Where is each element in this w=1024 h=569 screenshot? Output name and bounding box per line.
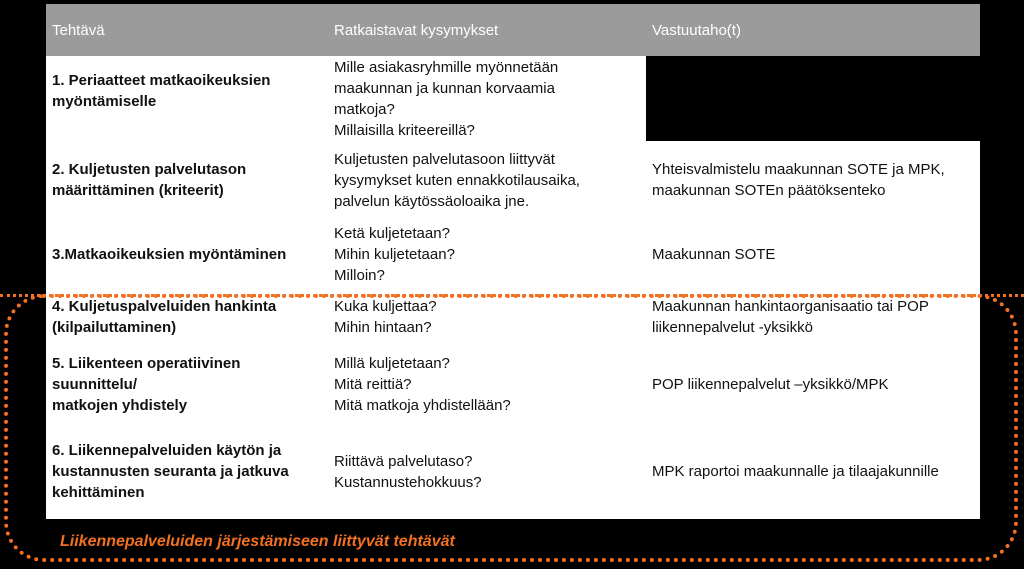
table-row xyxy=(46,219,980,289)
task-cell: 4. Kuljetuspalveluiden hankinta (kilpailuttaminen) xyxy=(46,289,328,344)
questions-cell: Ketä kuljetetaan? Mihin kuljetetaan? Milloin? xyxy=(328,219,646,289)
table-row xyxy=(46,424,980,519)
task-cell: 5. Liikenteen operatiivinen suunnittelu/ matkojen yhdistely xyxy=(46,344,328,424)
task-cell: 3.Matkaoikeuksien myöntäminen xyxy=(46,219,328,289)
table-row xyxy=(46,56,980,141)
table-header xyxy=(46,4,980,56)
header-questions: Ratkaistavat kysymykset xyxy=(334,21,499,39)
header-responsible: Vastuutaho(t) xyxy=(652,21,741,39)
header-task: Tehtävä xyxy=(52,21,105,39)
tasks-table xyxy=(46,4,980,519)
questions-cell: Riittävä palvelutaso? Kustannustehokkuus? xyxy=(328,424,646,519)
questions-cell: Mille asiakasryhmille myönnetään maakunnan ja kunnan korvaamia matkoja? Millaisilla kriteereillä? xyxy=(328,56,646,141)
questions-cell: Millä kuljetetaan? Mitä reittiä? Mitä matkoja yhdistellään? xyxy=(328,344,646,424)
responsible-cell: POP liikennepalvelut –yksikkö/MPK xyxy=(646,344,980,424)
dotted-divider xyxy=(0,294,1024,297)
table-row xyxy=(46,344,980,424)
questions-cell: Kuka kuljettaa? Mihin hintaan? xyxy=(328,289,646,344)
questions-cell: Kuljetusten palvelutasoon liittyvät kysymykset kuten ennakkotilausaika, palvelun käytössäoloaika jne. xyxy=(328,141,646,219)
responsible-cell-empty xyxy=(646,56,980,141)
responsible-cell: Maakunnan SOTE xyxy=(646,219,980,289)
responsible-cell: Yhteisvalmistelu maakunnan SOTE ja MPK, maakunnan SOTEn päätöksenteko xyxy=(646,141,980,219)
table-row xyxy=(46,289,980,344)
task-cell: 6. Liikennepalveluiden käytön ja kustannusten seuranta ja jatkuva kehittäminen xyxy=(46,424,328,519)
task-cell: 2. Kuljetusten palvelutason määrittäminen (kriteerit) xyxy=(46,141,328,219)
task-cell: 1. Periaatteet matkaoikeuksien myöntämiselle xyxy=(46,56,328,141)
group-label: Liikennepalveluiden järjestämiseen liittyvät tehtävät xyxy=(60,533,455,550)
responsible-cell: Maakunnan hankintaorganisaatio tai POP liikennepalvelut -yksikkö xyxy=(646,289,980,344)
table-row xyxy=(46,141,980,219)
responsible-cell: MPK raportoi maakunnalle ja tilaajakunnille xyxy=(646,424,980,519)
